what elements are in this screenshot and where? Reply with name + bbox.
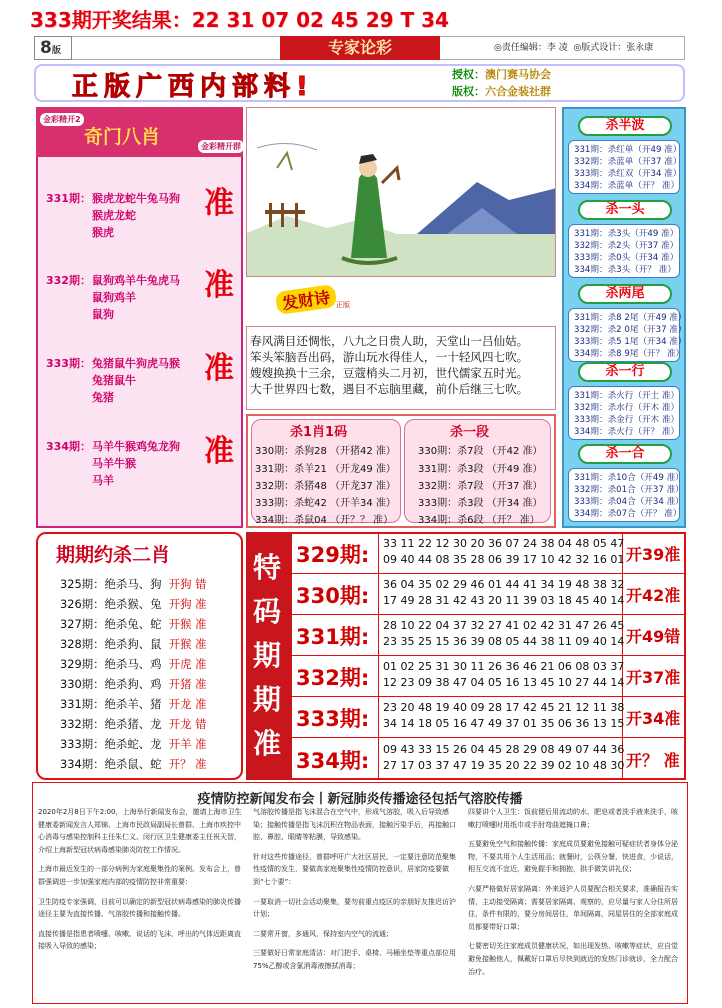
auth-label: 授权： — [452, 68, 485, 81]
special-numbers-line: 36 04 35 02 29 46 01 44 41 34 19 48 38 32 — [383, 578, 625, 591]
landscape-image — [247, 108, 556, 277]
accurate-mark: 准 — [204, 186, 234, 221]
kill-two-result: 开虎 准 — [168, 657, 207, 671]
kill-element-row: 333期：杀金行（开木 准） — [574, 415, 680, 425]
kill-combo-title: 杀一合 — [578, 444, 672, 464]
kill-combo-row: 334期：杀07合（开？ 准） — [574, 509, 682, 519]
news-paragraph: 一要取消一切社会活动聚集，要勿前重点疫区的亲朋好友推迟访沪计划； — [253, 897, 456, 919]
kill-code-row: 333期：杀蛇42 （开羊34 准） — [255, 498, 396, 509]
kill-two-result: 开？ 准 — [168, 757, 207, 771]
kill-half-wave-row: 332期：杀蓝单（开37 准） — [574, 157, 682, 167]
kill-element-title: 杀一行 — [578, 362, 672, 382]
qimen-period: 331期： — [46, 192, 91, 205]
qimen-tag-left: 金彩精开2 — [40, 113, 84, 126]
qimen-entry — [46, 272, 180, 321]
kill-two-result: 开龙 错 — [168, 717, 207, 731]
poem-line: 嫂嫂换换十三余，豆蔻梢头二月初，世代儒家五时光。 — [250, 366, 529, 380]
qimen-line: 猴虎 — [92, 226, 114, 239]
copyright — [452, 83, 551, 99]
kill-two-row — [60, 696, 207, 712]
kill-two-kill: 绝杀猴、兔 — [104, 597, 162, 611]
qimen-line: 马羊牛猴 — [92, 457, 136, 470]
kill-code-row: 331期：杀羊21 （开龙49 准） — [255, 464, 396, 475]
special-numbers — [383, 577, 624, 609]
kill-two-row — [60, 716, 207, 732]
kill-two-period: 332期： — [60, 717, 105, 731]
special-result: 开39准 — [626, 545, 681, 564]
kill-code-row: 332期：杀猪48 （开龙37 准） — [255, 481, 396, 492]
kill-two-tails-title: 杀两尾 — [578, 284, 672, 304]
special-result: 开42准 — [626, 586, 681, 605]
poem-badge: 发财诗 — [275, 284, 338, 315]
special-result: 开37准 — [626, 668, 681, 687]
page-number — [34, 36, 72, 60]
kill-two-result: 开猪 准 — [168, 677, 207, 691]
qimen-entry — [46, 190, 180, 239]
special-period: 333期: — [296, 707, 370, 731]
kill-head-row: 331期：杀3头（开49 准） — [574, 229, 679, 239]
copyright-value: 六合金装社群 — [485, 85, 551, 98]
poem-line: 笨头笨脑吾出码，游山玩水得佳人，一十轻风四七吹。 — [250, 350, 529, 364]
page-number-value: 8 — [40, 38, 52, 58]
qimen-line: 猴虎龙蛇牛兔马狗 — [92, 192, 180, 205]
kill-segment-title: 杀一段 — [450, 425, 490, 440]
news-paragraph: 直接传播是指患者喷嚏、咳嗽、说话的飞沫，呼出的气体近距离直接吸入导致的感染； — [38, 929, 241, 951]
kill-two-period: 329期： — [60, 657, 105, 671]
kill-two-period: 328期： — [60, 637, 105, 651]
kill-two-tails-row: 334期：杀8 9尾（开？ 准） — [574, 349, 685, 359]
main-title: 正版广西内部料! — [72, 72, 314, 102]
qimen-line: 马羊牛猴鸡兔龙狗 — [92, 440, 180, 453]
kill-code-row: 330期：杀狗28 （开猪42 准） — [255, 446, 396, 457]
kill-segment-row: 330期：杀7段 （开42 准） — [418, 446, 543, 457]
kill-two-kill: 绝杀狗、鸡 — [104, 677, 162, 691]
kill-half-wave-row: 331期：杀红单（开49 准） — [574, 145, 682, 155]
kill-two-row — [60, 656, 207, 672]
poem-line: 春风满目还惆怅，八九之日贵人助，天堂山一吕仙姑。 — [250, 334, 529, 348]
special-numbers — [383, 536, 624, 568]
special-numbers-line: 34 14 18 05 16 47 49 37 01 35 06 36 13 15 — [383, 717, 625, 730]
kill-segment-row: 333期：杀3段 （开34 准） — [418, 498, 543, 509]
special-period: 334期: — [296, 749, 370, 773]
draw-result-banner: 333期开奖结果：22 31 07 02 45 29 T 34 — [30, 8, 449, 32]
kill-two-period: 333期： — [60, 737, 105, 751]
kill-two-kill: 绝杀兔、蛇 — [104, 617, 162, 631]
qimen-tag-right: 金彩精开群 — [198, 140, 244, 153]
special-result: 开？ 准 — [626, 751, 680, 770]
news-paragraph: 上海市最近发生的一部分病例为家庭聚集性的案例。发布会上，曾群强调进一步加强家庭内部的疫情防控非常重要： — [38, 865, 241, 886]
kill-combo-row: 331期：杀10合（开49 准） — [574, 473, 684, 483]
kill-head-row: 334期：杀3头（开？ 准） — [574, 265, 676, 275]
kill-code-title: 杀1肖1码 — [290, 425, 348, 440]
news-paragraph: 2020年2月8日下午2:00，上海举行新闻发布会，邀请上海市卫生健康委新闻发言人郑锦、上海市民政局副局长曾群、上海市疾控中心消毒与感染控制科主任朱仁义、闵行区卫生健康委主任祝天智，介绍上海新型冠状病毒感染肺炎防控工作情况。 — [38, 808, 242, 854]
kill-two-period: 326期： — [60, 597, 105, 611]
kill-two-row — [60, 636, 207, 652]
qimen-line: 鼠狗鸡羊牛兔虎马 — [92, 274, 180, 287]
qimen-line: 鼠狗鸡羊 — [92, 291, 136, 304]
special-numbers — [383, 742, 624, 774]
editor-credits — [494, 36, 653, 60]
qimen-entry — [46, 438, 180, 487]
kill-two-period: 325期： — [60, 577, 105, 591]
kill-two-period: 334期： — [60, 757, 105, 771]
kill-two-kill: 绝杀鼠、蛇 — [104, 757, 162, 771]
kill-two-period: 330期： — [60, 677, 105, 691]
section-title: 专家论彩 — [280, 36, 440, 60]
kill-two-row — [60, 676, 207, 692]
scholar-illustration — [246, 107, 556, 277]
qimen-line: 马羊 — [92, 474, 114, 487]
special-period: 331期: — [296, 625, 370, 649]
kill-element-row: 332期：杀水行（开木 准） — [574, 403, 680, 413]
qimen-line: 鼠狗 — [92, 308, 114, 321]
kill-half-wave-row: 334期：杀蓝单（开？ 准） — [574, 181, 680, 191]
kill-two-row — [60, 576, 207, 592]
kill-two-kill: 绝杀猪、龙 — [104, 717, 162, 731]
special-numbers-line: 23 20 48 19 40 09 28 17 42 45 21 12 11 38 — [383, 701, 625, 714]
kill-two-kill: 绝杀羊、猪 — [104, 697, 162, 711]
news-paragraph: 三要做好日常家庭清洁：对门把手、桌椅、马桶坐垫等重点部位用75%乙醇或含氯消毒液擦拭消毒； — [253, 949, 456, 970]
kill-two-tails-row: 333期：杀5 1尾（开34 准） — [574, 337, 687, 347]
kill-two-row — [60, 756, 207, 772]
kill-half-wave-title: 杀半波 — [578, 116, 672, 136]
special-numbers — [383, 659, 624, 691]
accurate-mark: 准 — [204, 268, 234, 303]
kill-two-row — [60, 736, 207, 752]
kill-two-result: 开狗 准 — [168, 597, 207, 611]
kill-head-title: 杀一头 — [578, 200, 672, 220]
kill-two-tails-row: 331期：杀8 2尾（开49 准） — [574, 313, 687, 323]
kill-two-row — [60, 616, 207, 632]
special-label-char: 期 — [253, 639, 282, 672]
kill-two-tails-row: 332期：杀2 0尾（开37 准） — [574, 325, 687, 335]
kill-two-result: 开猴 准 — [168, 637, 207, 651]
kill-two-title: 期期约杀二肖 — [56, 544, 171, 566]
authorization — [452, 66, 551, 82]
designer: ◎版式设计：张永康 — [573, 43, 654, 53]
special-period: 332期: — [296, 666, 370, 690]
qimen-entry — [46, 355, 180, 404]
special-result: 开34准 — [626, 709, 681, 728]
kill-segment-row: 334期：杀6段 （开？ 准） — [418, 515, 540, 526]
editor: ◎责任编辑：李 凌 — [494, 43, 568, 53]
page-suffix: 版 — [51, 46, 61, 56]
kill-two-result: 开猴 准 — [168, 617, 207, 631]
kill-segment-row: 332期：杀7段 （开37 准） — [418, 481, 543, 492]
special-numbers-line: 12 23 09 38 47 04 05 16 13 45 10 27 44 14 — [383, 676, 625, 689]
qimen-title: 奇门八肖 — [84, 126, 161, 148]
special-period: 330期: — [296, 584, 370, 608]
special-numbers-line: 33 11 22 12 30 20 36 07 24 38 04 48 05 47 — [383, 537, 625, 550]
auth-value: 澳门赛马协会 — [485, 68, 551, 81]
kill-combo-row: 332期：杀01合（开37 准） — [574, 485, 684, 495]
news-column-3 — [468, 806, 682, 985]
qimen-line: 兔猪鼠牛 — [92, 374, 136, 387]
kill-two-result: 开羊 准 — [168, 737, 207, 751]
special-numbers-line: 01 02 25 31 30 11 26 36 46 21 06 08 03 37 — [383, 660, 625, 673]
qimen-period: 334期： — [46, 440, 91, 453]
special-numbers-line: 27 17 03 37 47 19 35 20 22 39 02 10 48 30 — [383, 759, 625, 772]
qimen-line: 兔猪 — [92, 391, 114, 404]
kill-two-row — [60, 596, 207, 612]
special-numbers — [383, 700, 624, 732]
news-paragraph: 四要讲个人卫生：饭前便后用流动的水、肥皂或者洗手液来洗手，咳嗽打喷嚏时用纸巾或手肘弯曲遮掩口鼻； — [468, 808, 678, 829]
special-label-char: 期 — [253, 683, 282, 716]
news-paragraph: 七要密切关注家庭成员健康状况，如出现发热、咳嗽等症状，应自觉避免接触他人，佩戴好口罩后尽快到就近的发热门诊就诊，全力配合治疗。 — [468, 942, 678, 976]
poem-badge-small: 正版 — [336, 301, 350, 309]
news-paragraph: 针对这些传播途径，曾群呼吁广大社区居民，一定要注意防范聚集性疫情的发生，要做高家庭聚集性疫情防控意识，居家防疫要做到“七个要”： — [253, 852, 456, 886]
kill-segment-row: 331期：杀3段 （开49 准） — [418, 464, 543, 475]
special-numbers-line: 09 40 44 08 35 28 06 39 17 10 42 32 16 01 — [383, 553, 625, 566]
qimen-period: 333期： — [46, 357, 91, 370]
special-numbers — [383, 618, 624, 650]
kill-element-row: 334期：杀火行（开？ 准） — [574, 427, 680, 437]
poem-line: 大千世界四七数，遇目不忘脑里藏，前仆后继三七吹。 — [250, 382, 529, 396]
kill-two-kill: 绝杀马、狗 — [104, 577, 162, 591]
special-numbers-line: 09 43 33 15 26 04 45 28 29 08 49 07 44 36 — [383, 743, 625, 756]
kill-head-row: 333期：杀0头（开34 准） — [574, 253, 679, 263]
kill-two-kill: 绝杀马、鸡 — [104, 657, 162, 671]
special-period: 329期: — [296, 543, 370, 567]
special-label-char: 特 — [253, 551, 282, 584]
qimen-period: 332期： — [46, 274, 91, 287]
kill-combo-row: 333期：杀04合（开34 准） — [574, 497, 684, 507]
news-paragraph: 二要常开窗，多通风，保持室内空气的流通； — [253, 929, 393, 938]
news-paragraph: 五要避免空气和接触传播：家庭成员要避免接触可疑症状者身体分泌物，不要共用个人生活用品；就餐时，公筷分餐，快进食，少说话，相互交流不宜近，避免握手和拥抱，拱手微笑讲礼仪； — [468, 840, 678, 874]
accurate-mark: 准 — [204, 351, 234, 386]
kill-two-kill: 绝杀蛇、龙 — [104, 737, 162, 751]
news-column-1 — [38, 806, 243, 960]
news-paragraph: 卫生防疫专家强调，目前可以确定的新型冠状病毒感染的肺炎传播途径主要为直接传播、气溶胶传播和接触传播。 — [38, 897, 241, 919]
special-numbers-line: 17 49 28 31 42 43 20 11 39 03 18 45 40 14 — [383, 594, 625, 607]
kill-two-result: 开狗 错 — [168, 577, 207, 591]
kill-two-result: 开龙 准 — [168, 697, 207, 711]
kill-two-period: 327期： — [60, 617, 105, 631]
news-paragraph: 气溶胶传播是指飞沫混合在空气中，形成气溶胶，吸入后导致感染；接触传播是指飞沫沉积在物品表面，接触污染手后，再接触口腔、鼻腔、眼睛等粘膜，导致感染。 — [253, 808, 456, 842]
special-numbers-line: 28 10 22 04 37 32 27 41 02 42 31 47 26 45 — [383, 619, 625, 632]
copyright-label: 版权： — [452, 85, 485, 98]
kill-code-row: 334期：杀鼠04 （开？？ 准） — [255, 515, 394, 526]
special-label-char: 准 — [253, 727, 282, 760]
special-result: 开49错 — [626, 627, 681, 646]
qimen-line: 猴虎龙蛇 — [92, 209, 136, 222]
news-title: 疫情防控新闻发布会丨新冠肺炎传播途径包括气溶胶传播 — [197, 792, 523, 807]
kill-two-period: 331期： — [60, 697, 105, 711]
qimen-line: 兔猪鼠牛狗虎马猴 — [92, 357, 180, 370]
news-column-2 — [253, 806, 458, 980]
special-label-char: 码 — [253, 595, 282, 628]
kill-two-kill: 绝杀狗、鼠 — [104, 637, 162, 651]
news-paragraph: 六要严格做好居家隔离：外来返沪人员要配合相关要求，准确报告实情，主动接受隔离；需要居家隔离、观察的，应尽量与家人分住所居住，条件有限的，要分房间居住，单间隔离，同屋居住的全部家庭成员都要带好口罩； — [468, 884, 678, 931]
accurate-mark: 准 — [204, 434, 234, 469]
kill-half-wave-row: 333期：杀红双（开34 准） — [574, 169, 682, 179]
special-numbers-line: 23 35 25 15 36 39 08 05 44 38 11 09 40 14 — [383, 635, 625, 648]
kill-element-row: 331期：杀火行（开土 准） — [574, 391, 680, 401]
kill-head-row: 332期：杀2头（开37 准） — [574, 241, 679, 251]
